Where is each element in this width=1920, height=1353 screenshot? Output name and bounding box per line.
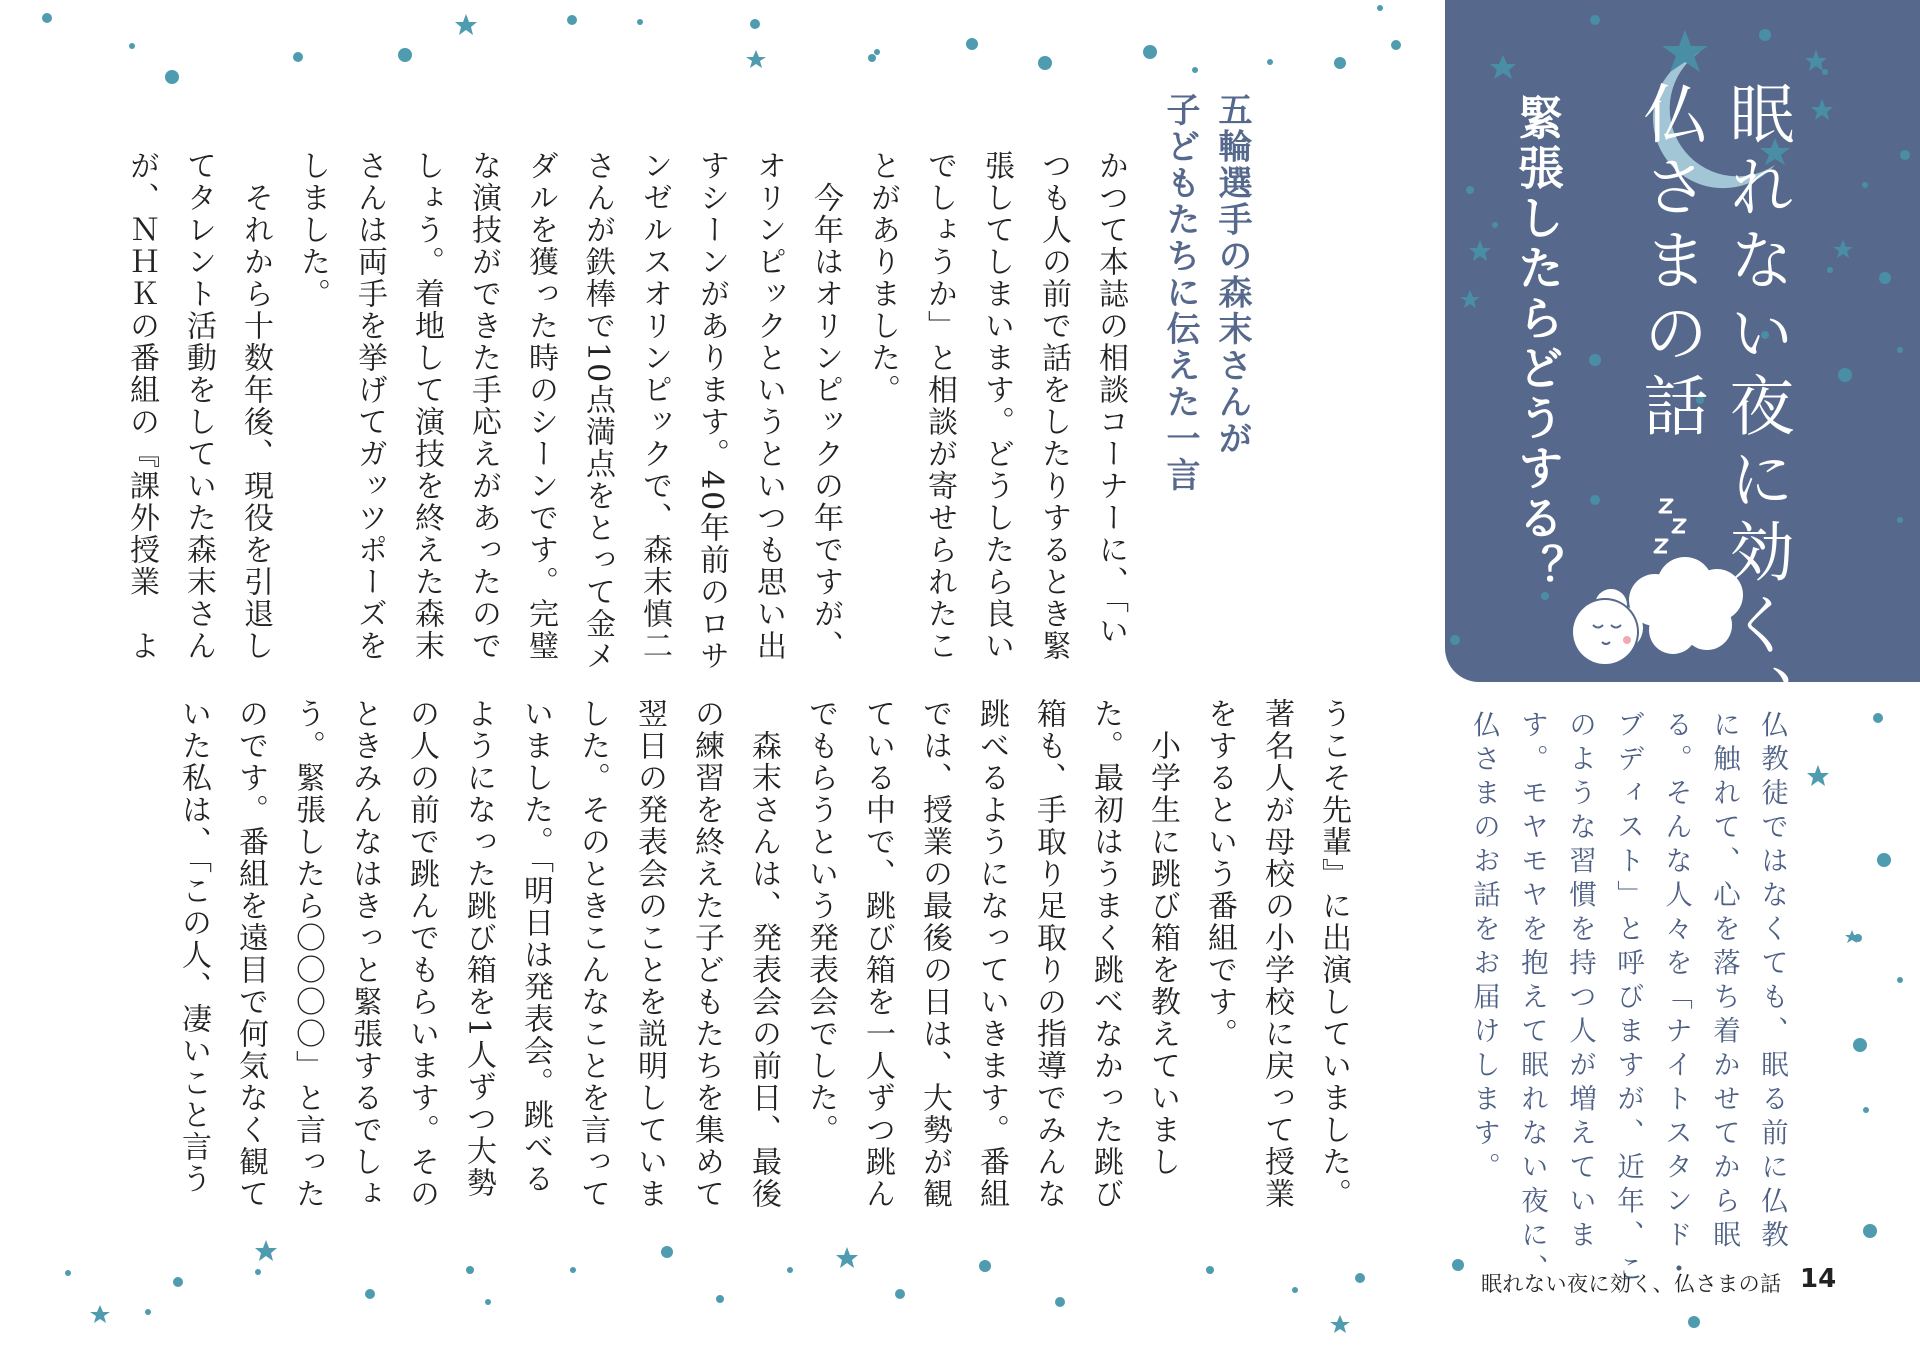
body-line: の練習を終えた子どもたちを集めて (689, 698, 724, 1210)
body-line: さんは両手を挙げてガッツポーズを (352, 150, 387, 662)
series-title-line-1: 眠れない夜に効く、 (1718, 80, 1793, 737)
body-line: でもらうという発表会でした。 (803, 698, 838, 1146)
body-line: しました。 (295, 150, 330, 310)
series-title-line-2: 仏さまの話 (1632, 80, 1707, 445)
body-line: 今年はオリンピックの年ですが、 (808, 150, 843, 662)
zzz-icon (1655, 500, 1685, 552)
body-line: ときみんなはきっと緊張するでしょ (347, 698, 382, 1210)
body-line: さんが鉄棒で10点満点をとって金メ (580, 150, 615, 673)
body-line: のです。番組を遠目で何気なく観て (233, 698, 268, 1210)
page-number: 14 (1800, 1264, 1837, 1294)
body-line: つも人の前で話をしたりするとき緊 (1036, 150, 1071, 662)
body-line: とがありました。 (865, 150, 900, 406)
body-line: かつて本誌の相談コーナーに、「い (1093, 150, 1128, 647)
body-line: な演技ができた手応えがあったので (466, 150, 501, 662)
subheading-line-2: 子どもたちに伝えた一言 (1160, 92, 1200, 494)
body-line: でしょうか」と相談が寄せられたこ (922, 150, 957, 662)
body-line: ている中で、跳び箱を一人ずつ跳ん (860, 698, 895, 1210)
intro-line: 仏さまのお話をお届けします。 (1468, 710, 1500, 1186)
body-line: した。そのときこんなことを言って (575, 698, 610, 1210)
article-title: 緊張したらどうする？ (1511, 94, 1565, 594)
footer-series-label: 眠れない夜に効く、仏さまの話 (1481, 1272, 1782, 1296)
body-line: 箱も、手取り足取りの指導でみんな (1031, 698, 1066, 1210)
body-line: 著名人が母校の小学校に戻って授業 (1259, 698, 1294, 1210)
intro-line: に触れて、心を落ち着かせてから眠 (1708, 710, 1740, 1254)
body-line: いました。「明日は発表会。跳べる (518, 698, 553, 1195)
body-line: しょう。着地して演技を終えた森末 (409, 150, 444, 662)
body-line: た。最初はうまく跳べなかった跳び (1088, 698, 1123, 1210)
intro-line: す。モヤモヤを抱えて眠れない夜に、 (1516, 710, 1548, 1288)
body-line: うこそ先輩』に出演していました。 (1316, 698, 1351, 1210)
body-line: ンゼルスオリンピックで、森末慎二 (637, 150, 672, 662)
body-line: すシーンがあります。40年前のロサ (694, 150, 729, 673)
body-line: 跳べるようになっていきます。番組 (974, 698, 1009, 1210)
intro-line: 仏教徒ではなくても、眠る前に仏教 (1756, 710, 1788, 1254)
body-line: の人の前で跳んでもらいます。その (404, 698, 439, 1210)
body-line: が、ＮＨＫの番組の『課外授業 よ (124, 150, 159, 662)
body-line: 翌日の発表会のことを説明していま (632, 698, 667, 1210)
body-line: オリンピックというといつも思い出 (751, 150, 786, 662)
body-line: 張してしまいます。どうしたら良い (979, 150, 1014, 662)
body-line: う。緊張したら〇〇〇〇」と言った (290, 698, 325, 1210)
body-line: いた私は、「この人、凄いこと言う (176, 698, 211, 1195)
body-line: 森末さんは、発表会の前日、最後 (746, 698, 781, 1210)
body-line: をするという番組です。 (1202, 698, 1237, 1050)
body-line: それから十数年後、現役を引退し (238, 150, 273, 662)
body-line: てタレント活動をしていた森末さん (181, 150, 216, 662)
body-line: では、授業の最後の日は、大勢が観 (917, 698, 952, 1210)
body-line: ようになった跳び箱を1人ずつ大勢 (461, 698, 496, 1200)
intro-line: のような習慣を持つ人が増えていま (1564, 710, 1596, 1254)
intro-line: る。そんな人々を「ナイトスタンド・ (1660, 710, 1692, 1288)
subheading-line-1: 五輪選手の森末さんが (1212, 92, 1252, 457)
body-line: 小学生に跳び箱を教えていまし (1145, 698, 1180, 1178)
body-line: ダルを獲った時のシーンです。完璧 (523, 150, 558, 662)
intro-line: ブディスト」と呼びますが、近年、こ (1612, 710, 1644, 1288)
